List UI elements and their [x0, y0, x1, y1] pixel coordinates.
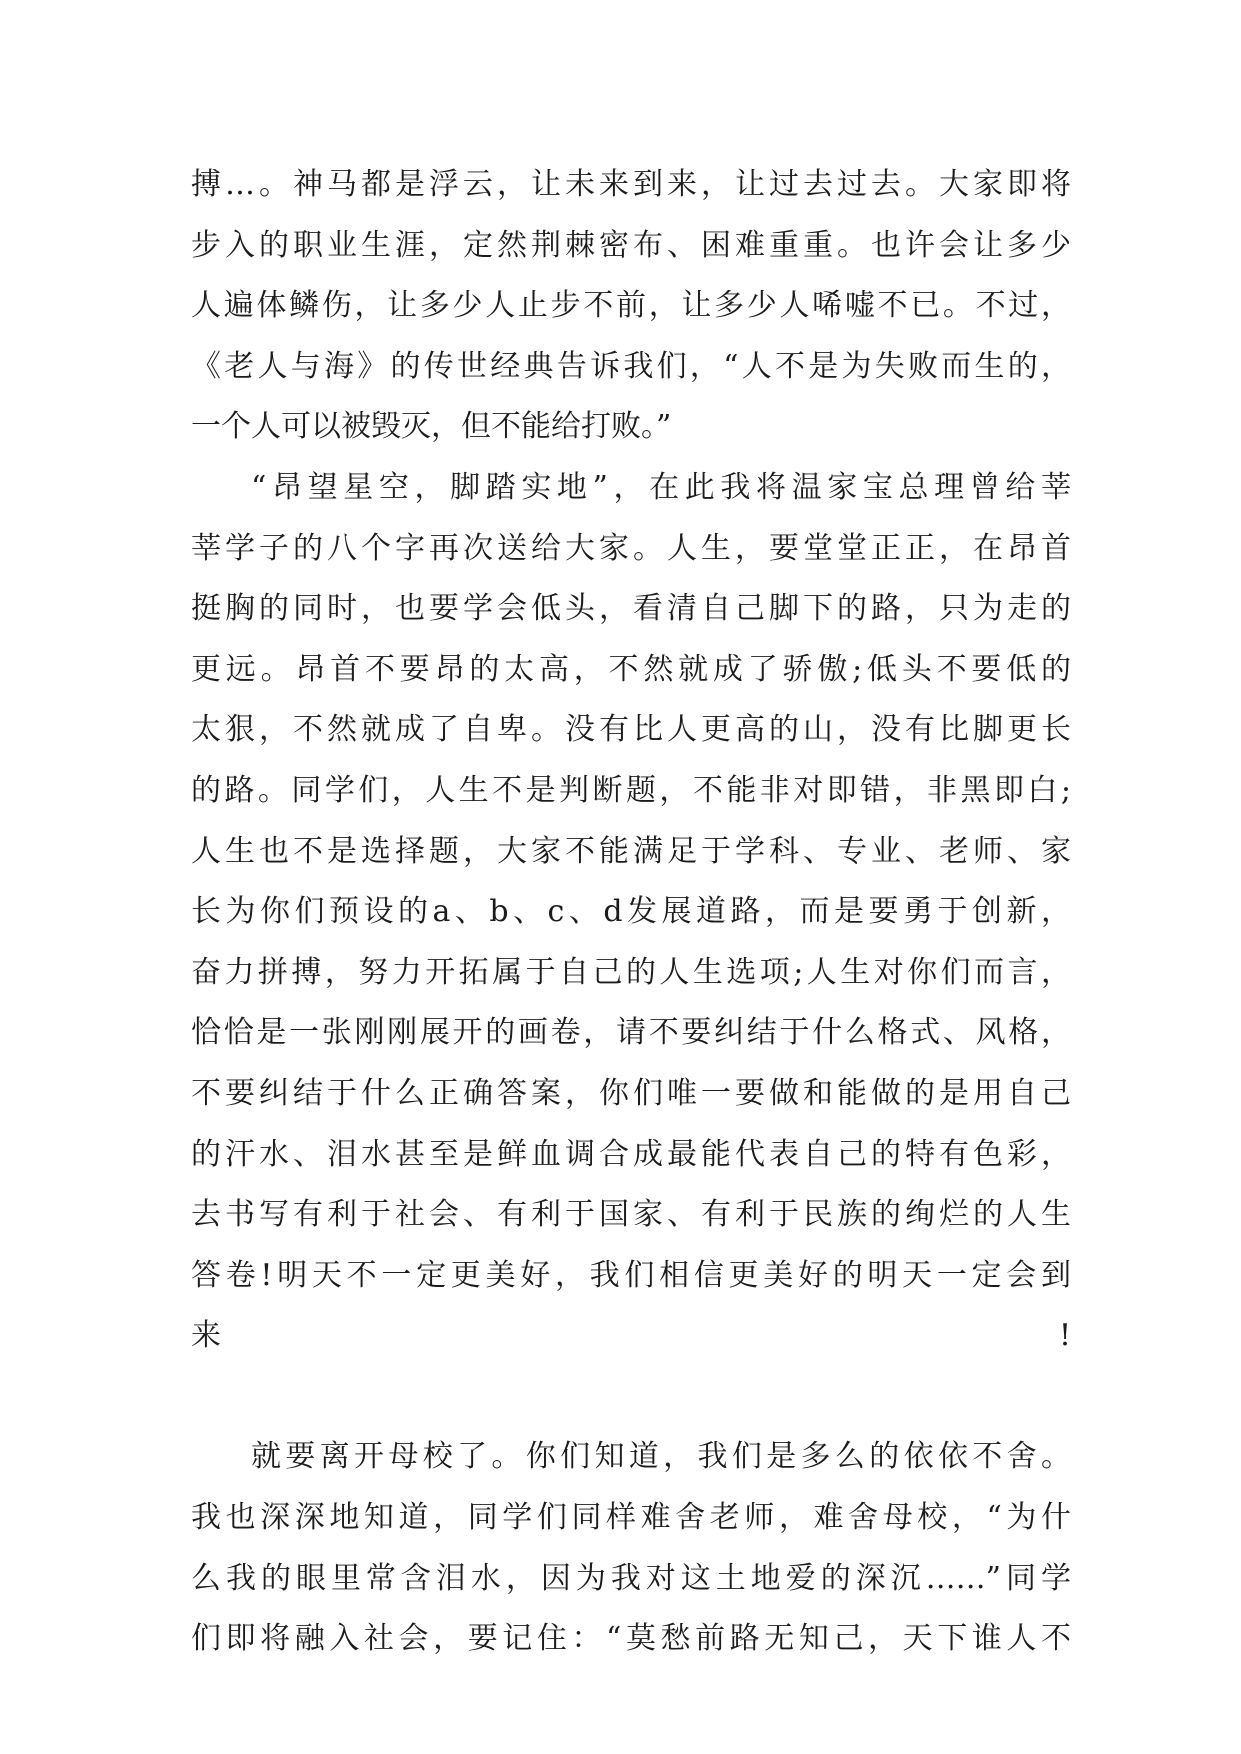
- text-line: 我也深深地知道，同学们同样难舍老师，难舍母校，“为什: [191, 1500, 1071, 1536]
- text-line: 奋力拼搏，努力开拓属于自己的人生选项;人生对你们而言，: [191, 954, 1071, 990]
- text-line: 们即将融入社会，要记住：“莫愁前路无知己，天下谁人不: [191, 1621, 1071, 1657]
- text-line: 来!: [191, 1318, 1071, 1354]
- text-line: [191, 1367, 1071, 1428]
- text-line: 就要离开母校了。你们知道，我们是多么的依依不舍。: [251, 1439, 1071, 1475]
- text-line: 《老人与海》的传世经典告诉我们，“人不是为失败而生的，: [191, 348, 1071, 384]
- text-line: 么我的眼里常含泪水，因为我对这土地爱的深沉……”同学: [191, 1560, 1071, 1596]
- text-line: 不要纠结于什么正确答案，你们唯一要做和能做的是用自己: [191, 1075, 1071, 1111]
- text-line: 长为你们预设的a、b、c、d发展道路，而是要勇于创新，: [191, 894, 1071, 930]
- text-line: 去书写有利于社会、有利于国家、有利于民族的绚烂的人生: [191, 1197, 1071, 1233]
- text-line: 答卷!明天不一定更美好，我们相信更美好的明天一定会到: [191, 1257, 1071, 1293]
- paragraph-1: [191, 155, 1071, 458]
- text-line: 挺胸的同时，也要学会低头，看清自己脚下的路，只为走的: [191, 591, 1071, 627]
- paragraph-2: [191, 458, 1071, 1428]
- text-line: 的汗水、泪水甚至是鲜血调合成最能代表自己的特有色彩，: [191, 1136, 1071, 1172]
- text-line: 人遍体鳞伤，让多少人止步不前，让多少人唏嘘不已。不过，: [191, 288, 1071, 324]
- text-line: 更远。昂首不要昂的太高，不然就成了骄傲;低头不要低的: [191, 651, 1071, 687]
- text-line: 太狠，不然就成了自卑。没有比人更高的山，没有比脚更长: [191, 712, 1071, 748]
- paragraph-3: [191, 1427, 1071, 1669]
- text-line: 的路。同学们，人生不是判断题，不能非对即错，非黑即白;: [191, 772, 1071, 808]
- text-line: 恰恰是一张刚刚展开的画卷，请不要纠结于什么格式、风格，: [191, 1015, 1071, 1051]
- text-line: 人生也不是选择题，大家不能满足于学科、专业、老师、家: [191, 833, 1071, 869]
- text-line: 搏…。神马都是浮云，让未来到来，让过去过去。大家即将: [191, 167, 1071, 202]
- text-line: 步入的职业生涯，定然荆棘密布、困难重重。也许会让多少: [191, 227, 1071, 263]
- text-line: 莘学子的八个字再次送给大家。人生，要堂堂正正，在昂首: [191, 530, 1071, 566]
- document-body: [191, 155, 1071, 1670]
- text-line: “昂望星空，脚踏实地”，在此我将温家宝总理曾给莘: [251, 469, 1071, 505]
- text-line: 一个人可以被毁灭，但不能给打败。”: [191, 409, 672, 445]
